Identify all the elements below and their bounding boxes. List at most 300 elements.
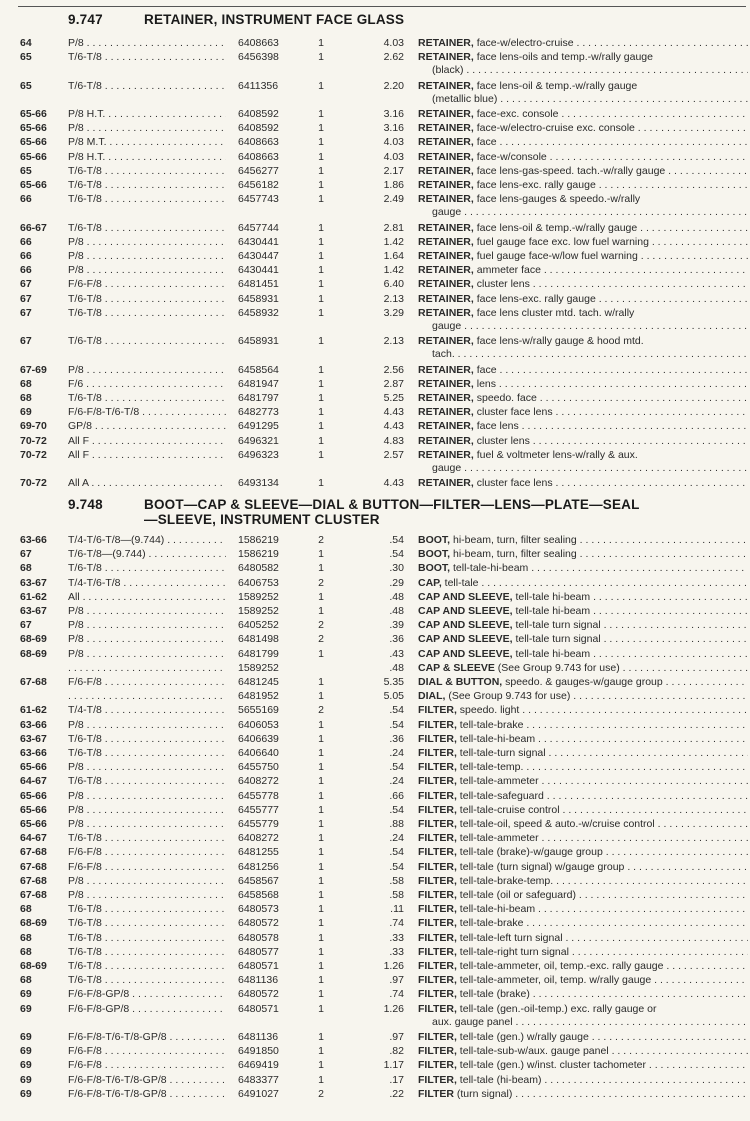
row-detail: face-w/electro-cruise exc. console (473, 122, 635, 135)
row-price: 4.03 (383, 136, 404, 149)
row-description (418, 405, 748, 419)
row-years: 65 (20, 164, 32, 177)
row-models (68, 661, 226, 675)
row-years: 67-68 (20, 860, 47, 873)
row-part-name: FILTER, (418, 988, 457, 1001)
row-part-name: DIAL, (418, 690, 446, 703)
row-models: P/8 H.T. . . . (68, 150, 226, 164)
row-description-continued: gauge . . . (432, 462, 748, 474)
row-years: 65-66 (20, 179, 47, 191)
row-years: 61-62 (20, 590, 47, 603)
row-price: .74 (389, 988, 404, 1001)
row-price: .54 (389, 718, 404, 731)
row-quantity: 1 (318, 306, 324, 319)
row-detail: hi-beam, turn, filter sealing (450, 534, 577, 546)
row-years: 65-66 (20, 150, 47, 163)
row-quantity: 1 (318, 647, 324, 660)
row-years: 65-66 (20, 803, 47, 816)
row-part-name: CAP & SLEEVE (418, 661, 495, 674)
row-years: 68 (20, 392, 32, 404)
row-detail: face lens-gas-speed. tach.-w/rally gauge (473, 164, 666, 177)
row-part-name: FILTER, (418, 917, 457, 930)
row-part-name: BOOT, (418, 548, 451, 561)
row-part-name: RETAINER, (418, 250, 474, 262)
row-description (418, 292, 748, 306)
row-description (418, 632, 748, 646)
row-detail: tell-tale-ammeter (456, 775, 539, 788)
row-detail: tell-tale-ammeter, oil, temp.-exc. rally gauge (456, 960, 664, 972)
row-years: 68 (20, 974, 32, 987)
row-quantity: 1 (318, 250, 324, 262)
row-models: F/6-F/8-T/6-T/8-GP/8 . . . (68, 1030, 226, 1044)
row-years: 67-68 (20, 846, 47, 859)
row-models: T/6-T/8 . . . (68, 192, 226, 206)
row-detail: tell-tale (brake) (456, 988, 530, 1001)
row-part-name: CAP AND SLEEVE, (418, 619, 513, 632)
row-part-number: 6458931 (238, 335, 279, 348)
row-detail: tell-tale hi-beam (512, 605, 591, 617)
row-price: .58 (389, 889, 404, 901)
row-detail: fuel & voltmeter lens-w/rally & aux. (473, 448, 638, 461)
row-description (418, 561, 748, 575)
row-price: .54 (389, 704, 404, 717)
section-title-line2: —SLEEVE, INSTRUMENT CLUSTER (144, 512, 380, 527)
row-part-name: BOOT, (418, 534, 451, 546)
row-quantity: 1 (318, 945, 324, 958)
row-quantity: 1 (318, 676, 324, 688)
row-part-name: RETAINER, (418, 377, 474, 390)
row-detail: tell-tale turn signal (512, 633, 601, 646)
row-detail: face lens-oil & temp.-w/rally gauge (473, 221, 638, 234)
row-description (418, 888, 748, 902)
row-models: T/4-T/6-T/8 . . . (68, 576, 226, 590)
row-quantity: 1 (318, 974, 324, 987)
row-part-number: 6491027 (238, 1087, 279, 1100)
row-description (418, 121, 748, 135)
row-detail: face-w/electro-cruise (473, 37, 574, 49)
row-description (418, 249, 748, 263)
row-quantity: 1 (318, 605, 324, 617)
row-detail: tell-tale-hi-beam (450, 562, 529, 575)
row-models: P/8 . . . (68, 235, 226, 249)
row-years: 65-66 (20, 818, 47, 830)
row-years: 66 (20, 250, 32, 262)
row-description (418, 576, 748, 590)
row-part-name: RETAINER, (418, 37, 474, 49)
row-models: T/6-T/8 . . . (68, 221, 226, 235)
row-years: 64-67 (20, 775, 47, 788)
row-description (418, 590, 748, 604)
top-rule (18, 6, 746, 7)
row-price: .36 (389, 732, 404, 745)
section-number: 9.747 (68, 12, 103, 27)
row-quantity: 1 (318, 874, 324, 887)
row-years: 70-72 (20, 434, 47, 447)
row-description (418, 675, 748, 689)
row-quantity: 1 (318, 917, 324, 930)
row-years: 65-66 (20, 789, 47, 802)
row-years: 68-69 (20, 917, 47, 930)
row-quantity: 1 (318, 377, 324, 390)
row-detail: lens (473, 377, 496, 390)
row-part-number: 6411356 (238, 79, 279, 92)
row-models: T/6-T/8 . . . (68, 902, 226, 916)
row-part-number: 6458568 (238, 889, 279, 901)
row-years: 65-66 (20, 761, 47, 774)
row-detail: tell-tale (gen.) w/rally gauge (456, 1031, 589, 1043)
row-description (418, 1087, 748, 1101)
row-description (418, 192, 748, 206)
row-years: 68 (20, 931, 32, 944)
row-price: .54 (389, 761, 404, 774)
row-years: 69 (20, 406, 32, 419)
row-detail: cluster lens (473, 278, 530, 291)
row-part-name: FILTER, (418, 747, 457, 759)
row-models: F/6-F/8 . . . (68, 845, 226, 859)
row-price: .74 (389, 917, 404, 930)
row-part-name: FILTER, (418, 732, 457, 745)
row-part-number: 1586219 (238, 534, 279, 546)
row-description (418, 448, 748, 462)
row-part-number: 6481255 (238, 846, 279, 859)
row-part-name: DIAL & BUTTON, (418, 676, 503, 688)
row-quantity: 2 (318, 619, 324, 632)
row-part-name: FILTER, (418, 974, 457, 987)
row-years: 64 (20, 37, 32, 49)
row-models: T/6-T/8 . . . (68, 79, 226, 93)
row-detail: face lens-oil & temp.-w/rally gauge (473, 79, 638, 92)
row-models: P/8 . . . (68, 760, 226, 774)
row-years: 68-69 (20, 633, 47, 646)
row-part-number: 6406053 (238, 718, 279, 731)
row-description (418, 391, 748, 405)
row-quantity: 1 (318, 292, 324, 305)
row-models: T/6-T/8 . . . (68, 916, 226, 930)
row-part-number: 6408663 (238, 150, 279, 163)
row-part-name: RETAINER, (418, 477, 474, 490)
row-price: .48 (389, 590, 404, 603)
row-detail: tell-tale-brake (456, 917, 524, 930)
row-part-name: FILTER, (418, 775, 457, 788)
row-part-number: 6481952 (238, 690, 279, 703)
row-years: 66-67 (20, 221, 47, 234)
row-years: 69 (20, 1087, 32, 1100)
row-models: T/6-T/8 . . . (68, 831, 226, 845)
row-part-number: 6408663 (238, 136, 279, 149)
row-models: All F . . . (68, 448, 226, 462)
row-detail: speedo. & gauges-w/gauge group (502, 676, 663, 688)
row-description (418, 363, 748, 377)
row-part-number: 6469419 (238, 1059, 279, 1072)
row-description (418, 36, 748, 50)
row-price: .33 (389, 945, 404, 958)
row-detail: cluster lens (473, 434, 530, 447)
row-detail: face-w/console (473, 150, 547, 163)
row-detail: ammeter face (473, 264, 541, 277)
row-part-number: 6406640 (238, 747, 279, 759)
row-description (418, 79, 748, 93)
row-description (418, 618, 748, 632)
row-quantity: 2 (318, 704, 324, 717)
row-years: 66 (20, 235, 32, 248)
row-price: .48 (389, 661, 404, 674)
row-years: 63-66 (20, 747, 47, 759)
row-price: .66 (389, 789, 404, 802)
row-detail: tell-tale (brake)-w/gauge group (456, 846, 603, 859)
row-description (418, 150, 748, 164)
row-part-number: 6491850 (238, 1045, 279, 1058)
row-price: .54 (389, 846, 404, 859)
row-description (418, 377, 748, 391)
section-number: 9.748 (68, 497, 103, 512)
row-price: 2.81 (383, 221, 404, 234)
row-models: F/6-F/8-T/6-T/8 . . . (68, 405, 226, 419)
row-part-name: RETAINER, (418, 434, 474, 447)
row-price: .48 (389, 605, 404, 617)
row-quantity: 1 (318, 392, 324, 404)
row-price: .58 (389, 874, 404, 887)
row-quantity: 1 (318, 846, 324, 859)
row-price: 2.13 (383, 292, 404, 305)
row-years: 63-67 (20, 732, 47, 745)
row-description (418, 817, 748, 831)
row-quantity: 1 (318, 590, 324, 603)
row-part-number: 6430441 (238, 235, 279, 248)
row-part-number: 6481947 (238, 377, 279, 390)
row-models: P/8 . . . (68, 363, 226, 377)
row-detail: tell-tale hi-beam (512, 590, 591, 603)
row-part-number: 6481451 (238, 278, 279, 291)
row-part-number: 6481136 (238, 974, 279, 987)
row-part-number: 6481797 (238, 392, 279, 404)
row-part-name: FILTER, (418, 1059, 457, 1072)
row-description (418, 860, 748, 874)
row-part-number: 6480573 (238, 903, 279, 916)
row-part-number: 6481498 (238, 633, 279, 646)
row-description-continued: (black) . . . (432, 64, 748, 76)
row-part-name: FILTER, (418, 832, 457, 845)
row-quantity: 1 (318, 732, 324, 745)
row-part-number: 6493134 (238, 477, 279, 490)
row-price: 6.40 (383, 278, 404, 291)
row-models: P/8 . . . (68, 618, 226, 632)
row-price: .24 (389, 775, 404, 788)
row-part-name: RETAINER, (418, 278, 474, 291)
row-description-continued: tach. . . . (432, 348, 748, 360)
row-part-name: FILTER, (418, 903, 457, 916)
row-quantity: 1 (318, 889, 324, 901)
row-description (418, 604, 748, 618)
row-part-name: RETAINER, (418, 221, 474, 234)
row-detail: tell-tale-oil, speed & auto.-w/cruise control (456, 818, 655, 830)
row-detail: tell-tale-ammeter, oil, temp. w/rally gauge (456, 974, 652, 987)
row-description (418, 689, 748, 703)
row-models: F/6-F/8-T/6-T/8-GP/8 . . . (68, 1073, 226, 1087)
row-part-name: FILTER, (418, 860, 457, 873)
row-part-number: 6455778 (238, 789, 279, 802)
row-models: F/6 . . . (68, 377, 226, 391)
row-quantity: 1 (318, 108, 324, 120)
row-detail: tell-tale-brake-temp. (456, 874, 554, 887)
row-part-number: 6430441 (238, 264, 279, 277)
row-price: 4.43 (383, 477, 404, 490)
row-part-name: RETAINER, (418, 235, 474, 248)
row-years: 65-66 (20, 136, 47, 149)
row-years: 69 (20, 1073, 32, 1086)
row-years: 65-66 (20, 108, 47, 120)
row-part-name: RETAINER, (418, 108, 474, 120)
row-quantity: 1 (318, 278, 324, 291)
row-description (418, 277, 748, 291)
row-part-number: 6455777 (238, 803, 279, 816)
row-part-number: 5655169 (238, 704, 279, 717)
row-years: 64-67 (20, 832, 47, 845)
row-description (418, 547, 748, 561)
row-part-name: CAP AND SLEEVE, (418, 633, 513, 646)
row-models: P/8 . . . (68, 888, 226, 902)
row-price: .17 (389, 1073, 404, 1086)
row-price: 1.42 (383, 235, 404, 248)
row-models: P/8 . . . (68, 249, 226, 263)
row-years: 67 (20, 335, 32, 348)
row-part-number: 6458931 (238, 292, 279, 305)
row-price: 2.57 (383, 448, 404, 461)
row-detail: tell-tale-sub-w/aux. gauge panel (456, 1045, 609, 1058)
row-part-number: 1589252 (238, 661, 279, 674)
row-models: F/6-F/8 . . . (68, 1058, 226, 1072)
row-models: T/6-T/8 . . . (68, 306, 226, 320)
row-part-number: 6481136 (238, 1031, 279, 1043)
row-part-number: 6458564 (238, 363, 279, 376)
row-price: .30 (389, 562, 404, 575)
row-part-name: FILTER, (418, 1073, 457, 1086)
row-years: 63-67 (20, 605, 47, 617)
row-description (418, 831, 748, 845)
row-quantity: 2 (318, 534, 324, 546)
row-price: .97 (389, 1031, 404, 1043)
row-price: 4.43 (383, 420, 404, 433)
row-quantity: 1 (318, 818, 324, 830)
row-models: F/6-F/8 . . . (68, 860, 226, 874)
row-years: 68 (20, 903, 32, 916)
row-part-number: 6430447 (238, 250, 279, 262)
row-models: T/6-T/8 . . . (68, 959, 226, 973)
row-description (418, 916, 748, 930)
row-detail: tell-tale-safeguard (456, 789, 544, 802)
row-detail: face lens (473, 420, 519, 433)
row-part-number: 6491295 (238, 420, 279, 433)
row-part-name: CAP, (418, 576, 442, 589)
row-part-name: RETAINER, (418, 164, 474, 177)
row-price: .54 (389, 548, 404, 561)
row-description (418, 774, 748, 788)
row-quantity: 1 (318, 363, 324, 376)
row-part-name: FILTER, (418, 960, 457, 972)
row-models: F/6-F/8 . . . (68, 1044, 226, 1058)
row-price: .36 (389, 633, 404, 646)
row-part-number: 6455750 (238, 761, 279, 774)
row-description (418, 164, 748, 178)
row-models: F/6-F/8-T/6-T/8-GP/8 . . . (68, 1087, 226, 1101)
row-models: T/6-T/8 . . . (68, 334, 226, 348)
row-detail: fuel gauge face exc. low fuel warning (473, 235, 649, 248)
row-quantity: 2 (318, 576, 324, 589)
row-part-number: 6480571 (238, 960, 279, 972)
row-detail: face lens-oils and temp.-w/rally gauge (473, 51, 653, 64)
row-detail: face lens-exc. rally gauge (473, 179, 596, 191)
row-quantity: 2 (318, 1087, 324, 1100)
row-price: 2.13 (383, 335, 404, 348)
row-years: 68 (20, 562, 32, 575)
row-models: F/6-F/8-GP/8 . . . (68, 987, 226, 1001)
row-price: .88 (389, 818, 404, 830)
row-detail: tell-tale-hi-beam (456, 732, 536, 745)
row-part-name: RETAINER, (418, 179, 474, 191)
row-price: .54 (389, 534, 404, 546)
row-part-number: 6496323 (238, 448, 279, 461)
row-description (418, 306, 748, 320)
row-part-name: FILTER, (418, 931, 457, 944)
row-years: 63-66 (20, 718, 47, 731)
row-detail: cluster face lens (473, 406, 553, 419)
row-part-name: RETAINER, (418, 150, 474, 163)
row-description (418, 434, 748, 448)
row-description (418, 178, 748, 192)
row-part-name: RETAINER, (418, 306, 474, 319)
row-part-name: CAP AND SLEEVE, (418, 605, 513, 617)
row-years: 67 (20, 548, 32, 561)
row-detail: (turn signal) (453, 1087, 513, 1100)
row-quantity: 1 (318, 136, 324, 149)
row-models: P/8 . . . (68, 604, 226, 618)
row-description (418, 789, 748, 803)
row-part-name: FILTER, (418, 1045, 457, 1058)
row-price: .11 (390, 903, 404, 916)
row-price: .24 (389, 747, 404, 759)
row-description (418, 661, 748, 675)
row-years: 65 (20, 79, 32, 92)
row-price: 2.17 (383, 164, 404, 177)
row-quantity: 1 (318, 718, 324, 731)
row-part-name: FILTER, (418, 761, 457, 774)
row-price: 3.16 (383, 108, 404, 120)
row-years: 69 (20, 1031, 32, 1043)
row-detail: face lens-gauges & speedo.-w/rally (473, 193, 641, 206)
row-description (418, 987, 748, 1001)
row-models: P/8 . . . (68, 789, 226, 803)
row-quantity: 1 (318, 51, 324, 64)
row-part-name: FILTER, (418, 818, 457, 830)
row-part-name: RETAINER, (418, 406, 474, 419)
row-part-name: CAP AND SLEEVE, (418, 590, 513, 603)
row-models: T/4-T/6-T/8—(9.744) . . . (68, 533, 226, 547)
row-years: 63-67 (20, 576, 47, 589)
row-description (418, 419, 748, 433)
row-part-number: 1589252 (238, 590, 279, 603)
row-quantity: 1 (318, 221, 324, 234)
row-years: 67 (20, 619, 32, 632)
row-years: 66 (20, 264, 32, 277)
row-part-number: 6480578 (238, 931, 279, 944)
row-price: 5.35 (383, 676, 404, 688)
row-part-name: RETAINER, (418, 79, 474, 92)
row-quantity: 1 (318, 164, 324, 177)
row-quantity: 2 (318, 633, 324, 646)
row-price: .97 (389, 974, 404, 987)
row-price: .33 (389, 931, 404, 944)
row-detail: tell-tale-right turn signal (456, 945, 569, 958)
row-quantity: 1 (318, 860, 324, 873)
